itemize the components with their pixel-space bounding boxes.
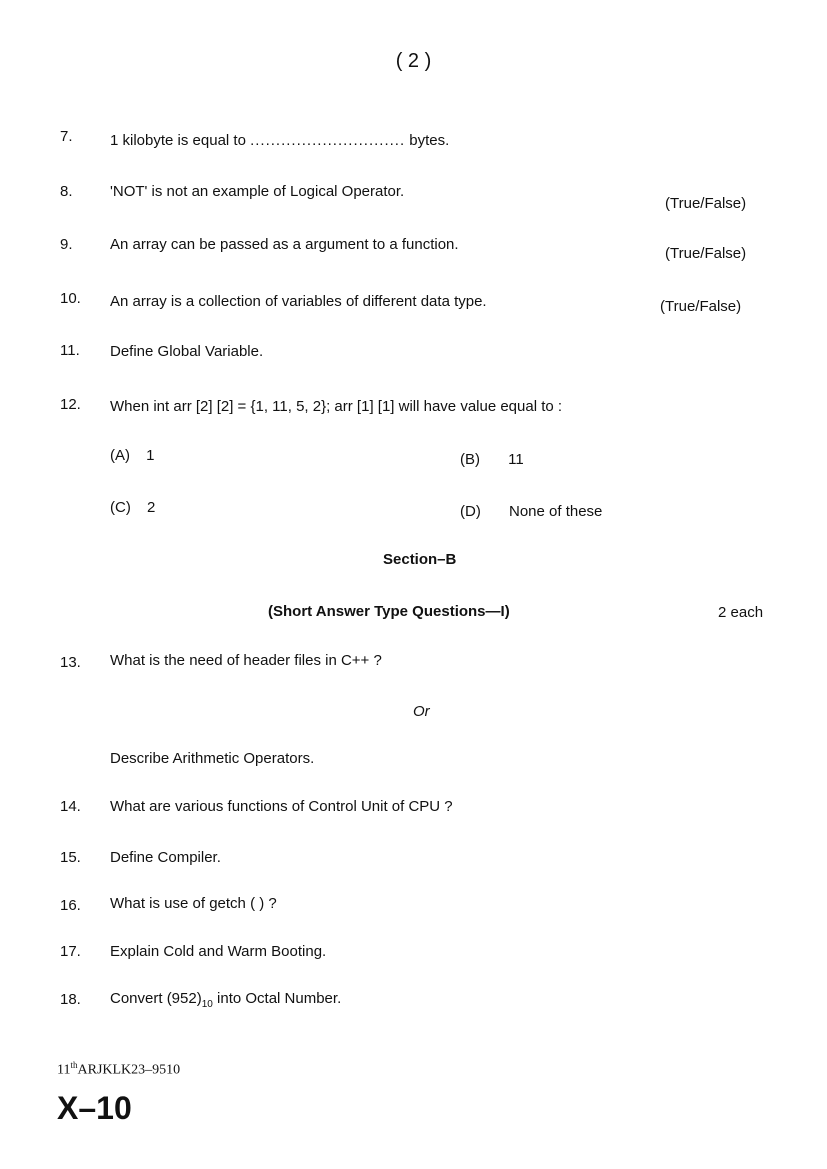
q8-text: 'NOT' is not an example of Logical Operator. [110,183,405,200]
q18-base: 10 [201,999,213,1010]
section-title: Section–B [383,551,457,568]
q13-alt: Describe Arithmetic Operators. [110,750,315,767]
q17-number: 17. [60,943,81,960]
section-marks: 2 each [718,604,764,621]
q14-number: 14. [60,798,81,815]
q12-option-a [110,447,155,464]
q12-text: When int arr [2] [2] = {1, 11, 5, 2}; arr [1] [1] will have value equal to : [110,398,563,415]
option-b-label: (B) [460,451,480,468]
q18-post: into Octal Number. [217,990,342,1007]
q12-option-d [460,503,602,520]
q11-text: Define Global Variable. [110,343,264,360]
q7-blank: .............................. [250,132,406,149]
q18-pre: Convert (952) [110,990,202,1007]
q18-text [110,990,341,1010]
q13-or: Or [413,703,430,720]
q9-number: 9. [60,236,73,253]
option-c-label: (C) [110,499,131,516]
q10-text: An array is a collection of variables of different data type. [110,293,487,310]
q12-option-c [110,499,155,516]
q12-option-b [460,451,524,468]
option-d-label: (D) [460,503,481,520]
page-number: ( 2 ) [395,50,432,72]
q14-text: What are various functions of Control Unit of CPU ? [110,798,453,815]
q12-number: 12. [60,396,81,413]
option-b-text: 11 [508,451,524,468]
option-a-label: (A) [110,447,130,464]
q16-text: What is use of getch ( ) ? [110,895,277,912]
option-d-text: None of these [509,503,603,520]
footer-code-sup: th [70,1060,78,1070]
q8-true-false: (True/False) [665,195,747,212]
q13-number: 13. [60,654,81,671]
footer-code-pre: 11 [57,1062,71,1078]
option-c-text: 2 [147,499,156,516]
q8-number: 8. [60,183,73,200]
q15-number: 15. [60,849,81,866]
option-a-text: 1 [146,447,155,464]
q18-number: 18. [60,991,81,1008]
q7-number: 7. [60,128,73,145]
q9-true-false: (True/False) [665,245,747,262]
q16-number: 16. [60,897,81,914]
q7-post: bytes. [409,132,450,149]
q17-text: Explain Cold and Warm Booting. [110,943,327,960]
q7-pre: 1 kilobyte is equal to [110,132,246,149]
paper-code: X–10 [57,1090,132,1126]
q10-number: 10. [60,290,81,307]
footer-code [57,1060,180,1079]
footer-code-post: ARJKLK23–9510 [77,1062,181,1078]
q15-text: Define Compiler. [110,849,221,866]
section-subtitle: (Short Answer Type Questions—I) [268,603,510,620]
q11-number: 11. [60,342,80,359]
q7-text [110,132,449,149]
q9-text: An array can be passed as a argument to a function. [110,236,459,253]
q13-text: What is the need of header files in C++ ? [110,652,382,669]
q10-true-false: (True/False) [660,298,742,315]
